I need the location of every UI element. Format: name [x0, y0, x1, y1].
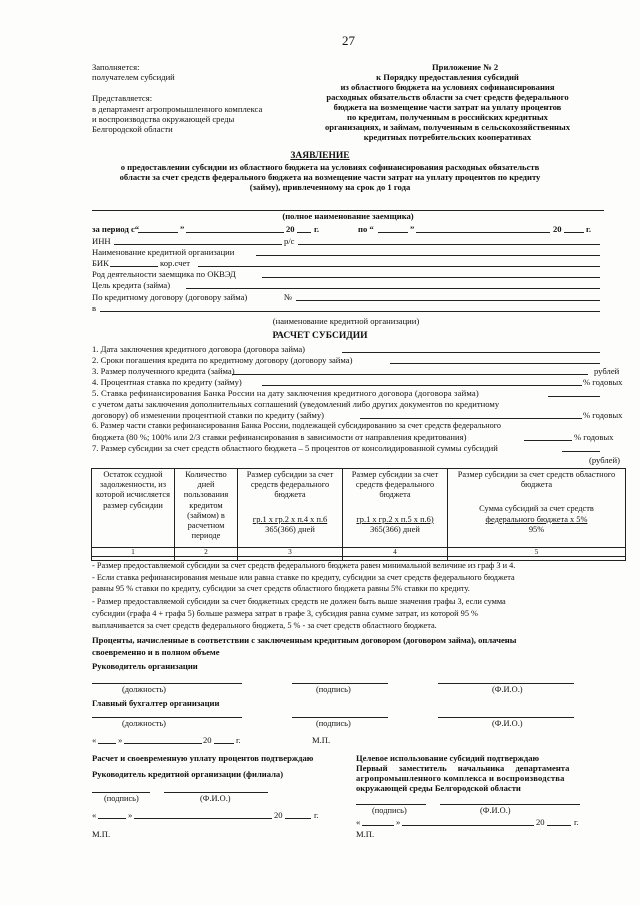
mp-label: М.П.: [312, 735, 331, 745]
signature-caption: (подпись): [316, 719, 351, 728]
head-signature-field[interactable]: [292, 683, 388, 684]
rubles-unit: рублей: [594, 366, 620, 376]
appendix-line: расходных обязательств области за счет средств федерального: [326, 92, 569, 102]
fio-caption: (Ф.И.О.): [200, 794, 231, 803]
paid-statement: своевременно и в полном объеме: [92, 647, 220, 657]
col-number: 5: [448, 548, 626, 557]
calc-item: 3. Размер полученного кредита (займа): [92, 366, 235, 376]
bank-date-year-field[interactable]: [285, 818, 311, 819]
percent-unit: % годовых: [574, 432, 614, 442]
table-header-col4: [343, 469, 448, 548]
kor-field[interactable]: [198, 266, 600, 267]
appendix-line: организациях, и займам, полученным в сельскохозяйственных: [325, 122, 570, 132]
filled-by: получателем субсидий: [92, 72, 175, 82]
period-to-month-field[interactable]: [416, 232, 550, 233]
submitted-line: в департамент агропромышленного комплекса: [92, 104, 263, 114]
col-number: 3: [238, 548, 343, 557]
appendix-title: Приложение № 2: [432, 62, 499, 72]
bank-name-field[interactable]: [256, 255, 600, 256]
period-quote: ”: [410, 224, 415, 234]
percent-unit: % годовых: [583, 377, 623, 387]
calc-item-1-field[interactable]: [342, 352, 600, 353]
head-position-field[interactable]: [92, 683, 242, 684]
application-subtitle: о предоставлении субсидии из областного бюджета на условиях софинансирования расходных обязательств: [120, 162, 540, 172]
mp-label: М.П.: [92, 829, 111, 839]
confirm-use: Первый заместитель начальника департамента: [356, 763, 570, 773]
formula-col3: гр.1 х гр.2 х п.4 х п.6: [252, 514, 328, 524]
table-header-col3: [238, 469, 343, 548]
confirm-use: агропромышленного комплекса и воспроизводства: [356, 773, 565, 783]
table-header: Остаток ссудной задолженности, из которой исчисляется размер субсидии: [92, 469, 175, 548]
note-line: - Размер предоставляемой субсидии за счет бюджетных средств не должен быть выше значения графы 3, если сумма: [92, 597, 506, 606]
period-from-month-field[interactable]: [186, 232, 284, 233]
calc-item: 4. Процентная ставка по кредиту (займу): [92, 377, 242, 387]
table-header-col5: [448, 469, 626, 548]
formula-col5: 95%: [528, 524, 545, 534]
formula-col3-days: 365(366) дней: [265, 524, 315, 534]
submitted-line: Белгородской области: [92, 124, 173, 134]
date-open: «: [92, 810, 97, 820]
submitted-label: Представляется:: [92, 93, 153, 103]
period-from-day-field[interactable]: [138, 232, 178, 233]
rs-label: р/с: [284, 236, 295, 246]
deputy-fio-field[interactable]: [440, 804, 580, 805]
inn-field[interactable]: [114, 244, 282, 245]
formula-col4-days: 365(366) дней: [370, 524, 420, 534]
period-to-label: по “: [358, 224, 374, 234]
table-cell[interactable]: [238, 557, 343, 561]
bank-caption: (наименование кредитной организации): [272, 316, 420, 326]
period-from-year-field[interactable]: [297, 232, 311, 233]
calc-item: 7. Размер субсидии за счет средств областного бюджета – 5 процентов от консолидированной суммы субсидий: [92, 443, 498, 453]
calc-title: РАСЧЕТ СУБСИДИИ: [272, 331, 368, 341]
calc-item: 5. Ставка рефинансирования Банка России на дату заключения кредитного договора (договора займа): [92, 388, 479, 398]
inn-label: ИНН: [92, 236, 111, 246]
period-year-suffix: г.: [586, 224, 592, 234]
formula-col5: Сумма субсидий за счет средств: [479, 504, 594, 514]
calc-item-3-field[interactable]: [232, 374, 588, 375]
deputy-date-day-field[interactable]: [362, 825, 394, 826]
table-header: Размер субсидии за счет средств областного бюджета: [457, 470, 616, 490]
fio-caption: (Ф.И.О.): [492, 719, 523, 728]
deputy-signature-field[interactable]: [356, 804, 426, 805]
note-line: равны 95 % ставки по кредиту, субсидии за счет средств областного бюджета равны 5% ставки по кредиту.: [92, 584, 470, 593]
period-year-prefix: 20: [286, 224, 295, 234]
date-year-field[interactable]: [214, 743, 234, 744]
confirm-use: Целевое использование субсидий подтверждаю: [356, 753, 540, 763]
deputy-date-year-field[interactable]: [547, 825, 571, 826]
table-header: Количество дней пользования кредитом (займом) в расчетном периоде: [175, 469, 238, 548]
signature-caption: (подпись): [104, 794, 139, 803]
note-line: субсидии (графа 4 + графа 5) больше размера затрат в графе 3, субсидия равна сумме затрат, из которой 95 %: [92, 609, 478, 618]
rs-field[interactable]: [298, 244, 600, 245]
calc-item: договору) об изменении процентной ставки по кредиту (займу): [92, 410, 324, 420]
date-close: »: [128, 810, 133, 820]
date-year-suffix: г.: [236, 735, 241, 745]
rubles-paren: (рублей): [589, 455, 620, 465]
bik-label: БИК: [92, 258, 109, 268]
in-label: в: [92, 303, 97, 313]
bank-head-fio-field[interactable]: [164, 792, 268, 793]
bik-field[interactable]: [110, 266, 158, 267]
accountant-position-field[interactable]: [92, 717, 242, 718]
application-subtitle: области за счет средств федерального бюджета на возмещение части затрат на уплату процентов по кредиту: [119, 172, 541, 182]
calc-item-2-field[interactable]: [390, 363, 600, 364]
calc-item: 6. Размер части ставки рефинансирования Банка России, подлежащей субсидированию за счет средств федерального: [92, 421, 501, 430]
period-quote: ”: [180, 224, 185, 234]
bank-head-label: Руководитель кредитной организации (филиала): [92, 769, 284, 779]
col-number: 2: [175, 548, 238, 557]
note-line: - Размер предоставляемой субсидии за счет средств федерального бюджета равен минимальной величине из граф 3 и 4.: [92, 561, 516, 570]
calc-item: 2. Сроки погашения кредита по кредитному договору (договору займа): [92, 355, 353, 365]
date-open: «: [92, 735, 97, 745]
submitted-line: и воспроизводства окружающей среды: [92, 114, 235, 124]
col-number: 4: [343, 548, 448, 557]
accountant-fio-field[interactable]: [438, 717, 574, 718]
subsidy-table: [91, 468, 626, 561]
calc-item-5-field[interactable]: [548, 396, 600, 397]
filled-label: Заполняется:: [92, 62, 140, 72]
calc-item-6-field[interactable]: [524, 440, 572, 441]
period-from-label: за период с“: [92, 224, 140, 234]
head-fio-field[interactable]: [438, 683, 574, 684]
purpose-label: Цель кредита (займа): [92, 280, 171, 290]
appendix-line: по кредитам, полученным в российских кредитных: [347, 112, 548, 122]
formula-col4: гр.1 х гр.2 х п.5 х п.6): [356, 514, 434, 524]
calc-item-7-field[interactable]: [562, 451, 600, 452]
okved-field[interactable]: [262, 277, 600, 278]
confirm-use: окружающей среды Белгородской области: [356, 783, 521, 793]
contract-label: По кредитному договору (договору займа): [92, 292, 248, 302]
bank-field[interactable]: [100, 311, 600, 312]
table-cell[interactable]: [175, 557, 238, 561]
purpose-field[interactable]: [186, 288, 600, 289]
page-number: 27: [342, 33, 355, 48]
calc-item-4-field[interactable]: [262, 385, 582, 386]
period-year-prefix: 20: [553, 224, 562, 234]
signature-caption: (подпись): [372, 806, 407, 815]
col-number: 1: [92, 548, 175, 557]
application-title: ЗАЯВЛЕНИЕ: [290, 151, 350, 161]
appendix-line: бюджета на возмещение части затрат на уплату процентов: [333, 102, 562, 112]
accountant-signature-field[interactable]: [292, 717, 388, 718]
paid-statement: Проценты, начисленные в соответствии с заключенным кредитным договором (договором займа), оплачены: [92, 635, 517, 645]
date-month-field[interactable]: [124, 743, 202, 744]
head-org-label: Руководитель организации: [92, 661, 198, 671]
formula-col5: федерального бюджета х 5%: [485, 514, 588, 524]
signature-caption: (подпись): [316, 685, 351, 694]
table-header: Размер субсидии за счет средств федерального бюджета: [351, 470, 439, 500]
appendix-line: кредитных потребительских кооперативах: [363, 132, 532, 142]
bank-name-label: Наименование кредитной организации: [92, 247, 235, 257]
date-year-prefix: 20: [274, 810, 283, 820]
borrower-caption: (полное наименование заемщика): [282, 211, 414, 221]
fio-caption: (Ф.И.О.): [480, 806, 511, 815]
contract-field[interactable]: [296, 300, 600, 301]
period-to-year-field[interactable]: [564, 232, 584, 233]
calc-item-5b-field[interactable]: [360, 418, 582, 419]
date-close: »: [118, 735, 123, 745]
application-subtitle: (займу), привлеченному на срок до 1 года: [249, 182, 411, 192]
date-year-suffix: г.: [314, 810, 319, 820]
date-day-field[interactable]: [98, 743, 116, 744]
date-open: «: [356, 817, 361, 827]
appendix-line: из областного бюджета на условиях софинансирования: [340, 82, 555, 92]
position-caption: (должность): [122, 685, 166, 694]
okved-label: Род деятельности заемщика по ОКВЭД: [92, 269, 236, 279]
note-line: - Если ставка рефинансирования меньше или равна ставке по кредиту, субсидии за счет средств федерального бюджета: [92, 573, 515, 582]
period-to-day-field[interactable]: [378, 232, 408, 233]
bank-date-month-field[interactable]: [134, 818, 272, 819]
date-year-suffix: г.: [574, 817, 579, 827]
contract-no: №: [284, 292, 293, 302]
bank-head-signature-field[interactable]: [92, 792, 150, 793]
date-year-prefix: 20: [203, 735, 212, 745]
calc-item: 1. Дата заключения кредитного договора (договора займа): [92, 344, 306, 354]
table-cell[interactable]: [343, 557, 448, 561]
note-line: выплачивается за счет средств федерального бюджета, 5 % - за счет средств областного бюджета.: [92, 621, 437, 630]
table-cell[interactable]: [448, 557, 626, 561]
calc-item: бюджета (80 %; 100% или 2/3 ставки рефинансирования в зависимости от направления кредитования): [92, 432, 467, 442]
kor-label: кор.счет: [160, 258, 191, 268]
fio-caption: (Ф.И.О.): [492, 685, 523, 694]
calc-item: с учетом даты заключения дополнительных соглашений (уведомлений либо других документов по кредитному: [92, 399, 500, 409]
bank-date-day-field[interactable]: [98, 818, 126, 819]
mp-label: М.П.: [356, 829, 375, 839]
chief-accountant-label: Главный бухгалтер организации: [92, 698, 220, 708]
appendix-line: к Порядку предоставления субсидий: [376, 72, 519, 82]
table-cell[interactable]: [92, 557, 175, 561]
date-year-prefix: 20: [536, 817, 545, 827]
deputy-date-month-field[interactable]: [402, 825, 534, 826]
period-year-suffix: г.: [314, 224, 320, 234]
percent-unit: % годовых: [583, 410, 623, 420]
table-header: Размер субсидии за счет средств федерального бюджета: [246, 470, 334, 500]
date-close: »: [396, 817, 401, 827]
confirm-payment: Расчет и своевременную уплату процентов подтверждаю: [92, 753, 314, 763]
position-caption: (должность): [122, 719, 166, 728]
